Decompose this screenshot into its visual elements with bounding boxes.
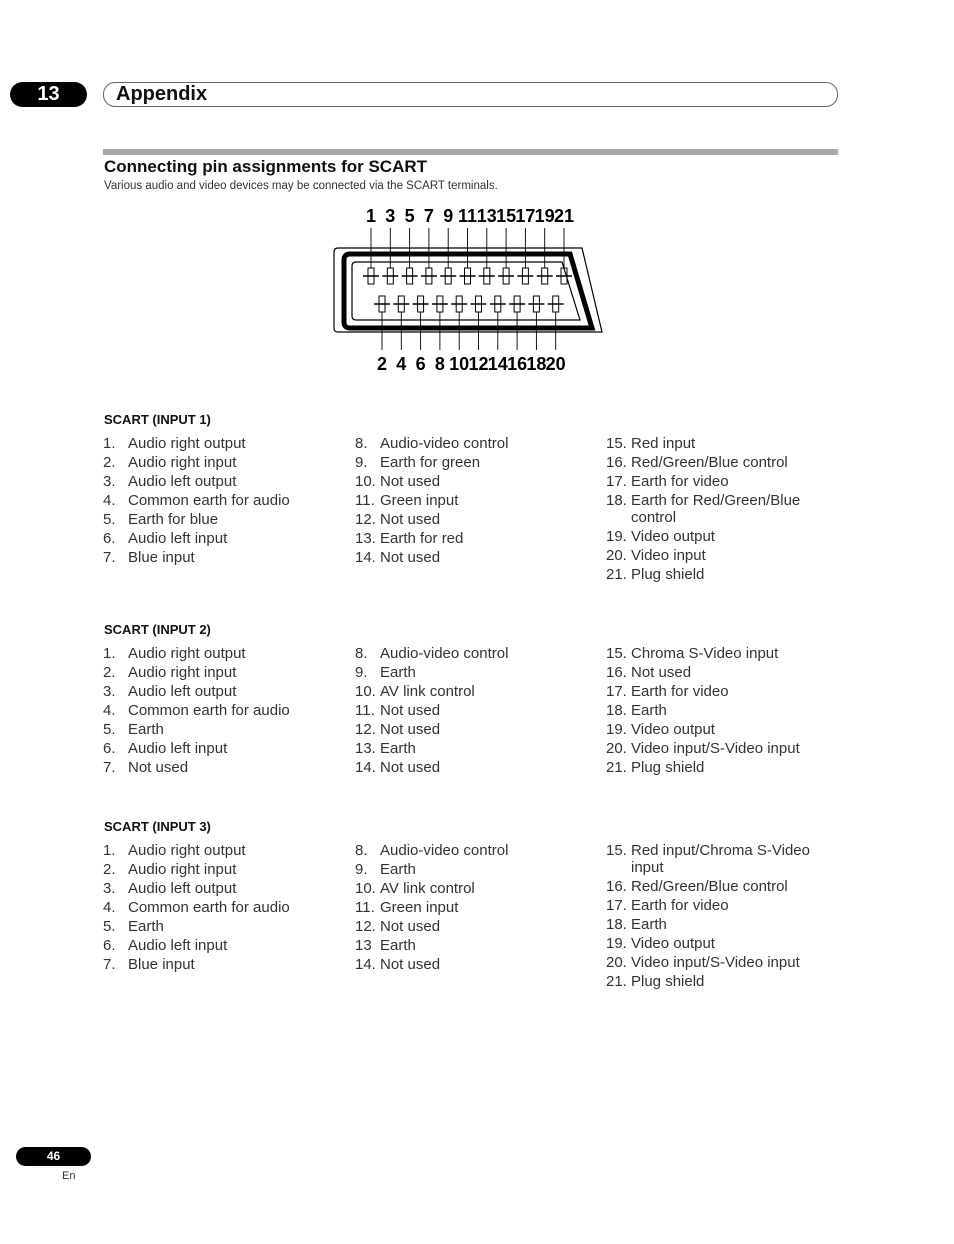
- pin-number: 7.: [103, 549, 116, 566]
- pin-number: 21.: [606, 759, 627, 776]
- pin-number: 14.: [355, 549, 376, 566]
- pin-function: Audio left input: [128, 530, 228, 547]
- block-title: SCART (INPUT 3): [104, 819, 211, 834]
- pin-number: 18.: [606, 492, 627, 509]
- pin-function: Red/Green/Blue control: [631, 454, 788, 471]
- pin-number: 20.: [606, 740, 627, 757]
- list-item: [103, 956, 343, 973]
- pin-function: Audio-video control: [380, 645, 509, 662]
- pin-label: 9: [443, 206, 454, 226]
- pin-function: Video input/S-Video input: [631, 740, 800, 757]
- pin-function: Green input: [380, 899, 459, 916]
- pin-function: AV link control: [380, 880, 475, 897]
- pin-number: 7.: [103, 956, 116, 973]
- pin-number: 16.: [606, 664, 627, 681]
- pin-list: [606, 435, 846, 585]
- pin-number: 8.: [355, 645, 368, 662]
- pin-number: 18.: [606, 916, 627, 933]
- pin-function: Earth for Red/Green/Blue control: [631, 492, 801, 526]
- list-item: [606, 842, 846, 876]
- pin-function: Not used: [380, 702, 441, 719]
- list-item: [103, 721, 343, 738]
- pin-function: Not used: [380, 759, 441, 776]
- pin-number: 9.: [355, 664, 368, 681]
- pin-list: [103, 842, 343, 975]
- list-item: [103, 759, 343, 776]
- pin-function: Not used: [380, 473, 441, 490]
- pin-function: Earth for green: [380, 454, 481, 471]
- list-item: [355, 492, 595, 509]
- pin-function: Earth: [380, 664, 416, 681]
- pin-label: 10: [449, 354, 470, 374]
- pin-number: 10.: [355, 473, 376, 490]
- list-item: [606, 702, 846, 719]
- pin-function: Not used: [380, 549, 441, 566]
- pin-number: 11.: [355, 702, 375, 719]
- pin-number: 5.: [103, 721, 116, 738]
- list-item: [606, 435, 846, 452]
- list-item: [103, 880, 343, 897]
- chapter-header: [103, 82, 838, 107]
- pin-number: 19.: [606, 528, 627, 545]
- pin-number: 2.: [103, 454, 116, 471]
- pin-number: 15.: [606, 435, 627, 452]
- pin-label: 18: [526, 354, 547, 374]
- list-item: [355, 702, 595, 719]
- pin-number: 21.: [606, 566, 627, 583]
- pin-function: Audio right input: [128, 861, 237, 878]
- pin-label: 11: [457, 206, 478, 226]
- pin-function: Audio left input: [128, 740, 228, 757]
- pin-number: 3.: [103, 473, 116, 490]
- pin-function: Audio right output: [128, 842, 246, 859]
- section-title: Connecting pin assignments for SCART: [104, 157, 428, 176]
- list-item: [355, 918, 595, 935]
- list-item: [606, 664, 846, 681]
- list-item: [606, 916, 846, 933]
- pin-number: 17.: [606, 897, 627, 914]
- pin-number: 8.: [355, 842, 368, 859]
- pin-function: Earth: [380, 937, 416, 954]
- list-item: [103, 530, 343, 547]
- pin-list: [355, 435, 595, 568]
- pin-list: [606, 645, 846, 778]
- pin-number: 11.: [355, 492, 375, 509]
- pin-function: Green input: [380, 492, 459, 509]
- pin-number: 3.: [103, 683, 116, 700]
- pin-function: Earth for video: [631, 897, 729, 914]
- pin-number: 2.: [103, 664, 116, 681]
- list-item: [355, 759, 595, 776]
- list-item: [355, 683, 595, 700]
- pin-function: Earth: [128, 918, 164, 935]
- pin-label: 14: [487, 354, 508, 374]
- pin-number: 1.: [103, 645, 116, 662]
- pin-number: 13.: [355, 740, 376, 757]
- list-item: [103, 454, 343, 471]
- list-item: [103, 937, 343, 954]
- pin-function: Video input: [631, 547, 706, 564]
- list-item: [103, 740, 343, 757]
- pin-label: 6: [415, 354, 426, 374]
- page-number: 46: [16, 1147, 91, 1166]
- list-item: [355, 880, 595, 897]
- pin-function: Red/Green/Blue control: [631, 878, 788, 895]
- pin-number: 9.: [355, 861, 368, 878]
- list-item: [355, 861, 595, 878]
- pin-function: Video output: [631, 528, 715, 545]
- bottom-pin-labels: [377, 354, 566, 374]
- pin-number: 4.: [103, 492, 116, 509]
- pin-label: 21: [553, 206, 575, 226]
- list-item: [103, 511, 343, 528]
- list-item: [103, 918, 343, 935]
- pin-function: Not used: [380, 511, 441, 528]
- pin-label: 5: [404, 206, 415, 226]
- pin-number: 10.: [355, 880, 376, 897]
- list-item: [606, 473, 846, 490]
- pin-function: Audio right output: [128, 435, 246, 452]
- pin-label: 13: [476, 206, 497, 226]
- pin-number: 4.: [103, 899, 116, 916]
- list-item: [355, 721, 595, 738]
- list-item: [606, 547, 846, 564]
- list-item: [606, 897, 846, 914]
- list-item: [355, 899, 595, 916]
- list-item: [355, 454, 595, 471]
- pin-number: 1.: [103, 842, 116, 859]
- list-item: [606, 759, 846, 776]
- list-item: [103, 492, 343, 509]
- list-item: [606, 566, 846, 583]
- list-item: [606, 454, 846, 471]
- list-item: [103, 549, 343, 566]
- list-item: [103, 473, 343, 490]
- pin-number: 10.: [355, 683, 376, 700]
- pin-function: Earth: [380, 861, 416, 878]
- pin-label: 8: [434, 354, 445, 374]
- list-item: [355, 549, 595, 566]
- list-item: [355, 435, 595, 452]
- list-item: [103, 842, 343, 859]
- pin-function: Video output: [631, 721, 715, 738]
- pin-list: [103, 645, 343, 778]
- pin-function: Common earth for audio: [128, 492, 290, 509]
- section-description: Various audio and video devices may be connected via the SCART terminals.: [104, 180, 498, 192]
- pin-label: 15: [496, 206, 517, 226]
- pin-function: Plug shield: [631, 973, 705, 990]
- list-item: [103, 645, 343, 662]
- pin-label: 3: [385, 206, 396, 226]
- pin-number: 21.: [606, 973, 627, 990]
- pin-number: 12.: [355, 511, 376, 528]
- pin-function: Red input/Chroma S-Video input: [631, 842, 810, 876]
- pin-function: Audio right input: [128, 454, 237, 471]
- pin-number: 15.: [606, 842, 627, 859]
- pin-function: Audio left input: [128, 937, 228, 954]
- pin-number: 13.: [355, 530, 376, 547]
- pin-label: 1: [365, 206, 377, 226]
- pin-number: 9.: [355, 454, 368, 471]
- pin-function: Not used: [128, 759, 189, 776]
- pin-function: Not used: [631, 664, 692, 681]
- pin-function: Audio left output: [128, 880, 237, 897]
- list-item: [606, 935, 846, 952]
- pin-function: Chroma S-Video input: [631, 645, 779, 662]
- pin-label: 19: [534, 206, 555, 226]
- pin-function: Audio-video control: [380, 842, 509, 859]
- pin-number: 7.: [103, 759, 116, 776]
- pin-number: 5.: [103, 511, 116, 528]
- pin-label: 2: [376, 354, 388, 374]
- pin-number: 11.: [355, 899, 375, 916]
- pin-function: Earth: [631, 916, 667, 933]
- pin-number: 13: [355, 937, 372, 954]
- pin-function: Not used: [380, 956, 441, 973]
- pin-label: 12: [468, 354, 489, 374]
- list-item: [606, 740, 846, 757]
- list-item: [103, 664, 343, 681]
- list-item: [606, 721, 846, 738]
- pin-function: AV link control: [380, 683, 475, 700]
- pin-number: 5.: [103, 918, 116, 935]
- pin-list: [355, 645, 595, 778]
- section-rule: [103, 149, 838, 155]
- pin-number: 12.: [355, 918, 376, 935]
- list-item: [355, 645, 595, 662]
- list-item: [355, 664, 595, 681]
- list-item: [606, 954, 846, 971]
- pin-number: 6.: [103, 937, 116, 954]
- pin-label: 7: [423, 206, 434, 226]
- pin-function: Common earth for audio: [128, 702, 290, 719]
- list-item: [103, 702, 343, 719]
- pin-number: 2.: [103, 861, 116, 878]
- pin-label: 17: [515, 206, 536, 226]
- pin-function: Earth: [380, 740, 416, 757]
- pin-label: 4: [396, 354, 407, 374]
- pin-function: Earth for video: [631, 473, 729, 490]
- pin-function: Audio right output: [128, 645, 246, 662]
- list-item: [355, 511, 595, 528]
- pin-function: Red input: [631, 435, 696, 452]
- list-item: [606, 492, 846, 526]
- list-item: [355, 842, 595, 859]
- list-item: [606, 973, 846, 990]
- pin-function: Not used: [380, 721, 441, 738]
- pin-function: Audio-video control: [380, 435, 509, 452]
- pin-number: 19.: [606, 935, 627, 952]
- list-item: [606, 878, 846, 895]
- connector-outer-shell: [334, 248, 602, 332]
- pin-label: 20: [545, 354, 566, 374]
- pin-number: 16.: [606, 878, 627, 895]
- pin-function: Common earth for audio: [128, 899, 290, 916]
- pin-number: 20.: [606, 954, 627, 971]
- pin-number: 15.: [606, 645, 627, 662]
- block-title: SCART (INPUT 2): [104, 622, 211, 637]
- pin-number: 6.: [103, 530, 116, 547]
- pin-function: Earth: [128, 721, 164, 738]
- pin-function: Earth for blue: [128, 511, 219, 528]
- list-item: [355, 937, 595, 954]
- pin-number: 4.: [103, 702, 116, 719]
- pin-list: [355, 842, 595, 975]
- pin-number: 20.: [606, 547, 627, 564]
- pin-function: Audio left output: [128, 473, 237, 490]
- pin-function: Video output: [631, 935, 715, 952]
- scart-connector-diagram: [330, 200, 610, 378]
- pin-function: Blue input: [128, 549, 195, 566]
- top-pin-row: [363, 268, 572, 284]
- pin-number: 17.: [606, 473, 627, 490]
- pin-number: 19.: [606, 721, 627, 738]
- pin-number: 17.: [606, 683, 627, 700]
- list-item: [355, 530, 595, 547]
- pin-number: 1.: [103, 435, 116, 452]
- pin-number: 12.: [355, 721, 376, 738]
- chapter-title: Appendix: [116, 83, 208, 105]
- pin-function: Video input/S-Video input: [631, 954, 800, 971]
- pin-function: Earth for red: [380, 530, 464, 547]
- pin-label: 16: [507, 354, 528, 374]
- pin-function: Not used: [380, 918, 441, 935]
- list-item: [103, 683, 343, 700]
- pin-function: Plug shield: [631, 759, 705, 776]
- connector-inner-rim: [352, 262, 580, 320]
- list-item: [606, 528, 846, 545]
- pin-number: 8.: [355, 435, 368, 452]
- list-item: [103, 899, 343, 916]
- pin-function: Blue input: [128, 956, 195, 973]
- pin-number: 6.: [103, 740, 116, 757]
- pin-number: 3.: [103, 880, 116, 897]
- list-item: [355, 740, 595, 757]
- pin-number: 14.: [355, 956, 376, 973]
- block-title: SCART (INPUT 1): [104, 412, 211, 427]
- pin-function: Earth for video: [631, 683, 729, 700]
- pin-function: Plug shield: [631, 566, 705, 583]
- list-item: [606, 645, 846, 662]
- top-pin-labels: [366, 206, 574, 226]
- pin-function: Earth: [631, 702, 667, 719]
- pin-number: 14.: [355, 759, 376, 776]
- chapter-number: 13: [10, 82, 87, 107]
- connector-body: [344, 254, 592, 328]
- pin-function: Audio left output: [128, 683, 237, 700]
- list-item: [355, 473, 595, 490]
- pin-number: 16.: [606, 454, 627, 471]
- pin-number: 18.: [606, 702, 627, 719]
- bottom-pin-row: [374, 296, 564, 312]
- list-item: [103, 435, 343, 452]
- list-item: [103, 861, 343, 878]
- pin-list: [606, 842, 846, 992]
- pin-function: Audio right input: [128, 664, 237, 681]
- list-item: [606, 683, 846, 700]
- pin-list: [103, 435, 343, 568]
- page-language: En: [62, 1170, 76, 1182]
- list-item: [355, 956, 595, 973]
